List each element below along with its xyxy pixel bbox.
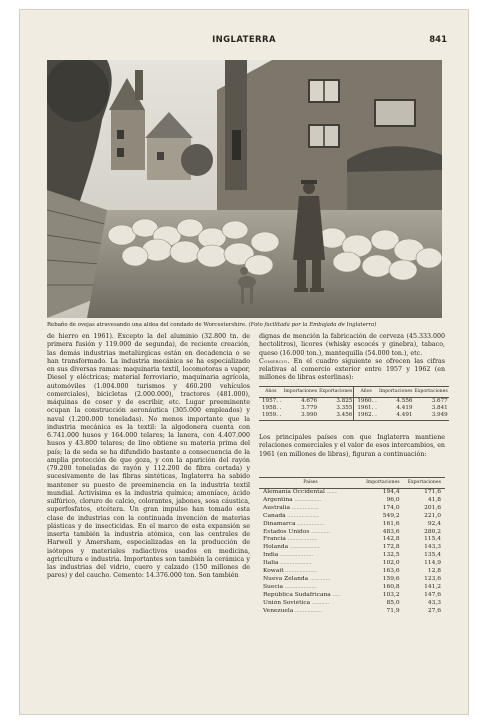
- trade-cell: 3.990: [283, 412, 319, 420]
- trade-cell: 4.419: [396, 404, 413, 411]
- trade-header-imports: Importaciones: [378, 387, 414, 398]
- imports-value: 85,0: [386, 599, 400, 606]
- trade-cell: 4.676: [301, 398, 318, 404]
- trade-cell: 1957. .: [262, 398, 282, 404]
- country-label: Dinamarca: [263, 520, 296, 527]
- country-name: [259, 592, 362, 600]
- country-label: India: [263, 552, 279, 559]
- trade-cell: 1961. .: [354, 405, 378, 412]
- exports-value: 27,6: [427, 607, 441, 614]
- trade-cell: 3.456: [318, 412, 354, 420]
- table-row: [259, 513, 445, 521]
- country-label: Kowait: [263, 568, 284, 575]
- dot-leader: .................: [295, 520, 324, 527]
- table-row: [259, 584, 445, 592]
- exports-value: 143,3: [424, 544, 441, 551]
- imports-value: 71,9: [386, 607, 400, 614]
- trade-header-exports: Exportaciones: [413, 387, 448, 398]
- trade-header-years: Años: [259, 387, 283, 398]
- country-name: [259, 560, 362, 568]
- trade-cell: 3.677: [431, 398, 448, 404]
- trade-cell: 3.949: [413, 412, 448, 420]
- imports-value: 163,6: [382, 568, 400, 575]
- trade-header-exports: Exportaciones: [318, 387, 354, 398]
- imports-value: 483,6: [382, 528, 400, 535]
- country-label: Estados Unidos: [263, 528, 310, 535]
- trade-cell: 1960. .: [354, 398, 378, 405]
- imports-value: 194,4: [382, 489, 400, 495]
- caption-credit: (Foto facilitada por la Embajada de Inglaterra): [248, 322, 377, 328]
- dot-leader: ...........: [310, 599, 330, 606]
- exports-value: 221,0: [424, 512, 441, 519]
- table-row: [259, 489, 445, 497]
- country-name: [259, 489, 362, 497]
- country-label: Alemania Occidental: [263, 489, 325, 495]
- imports-value: 102,0: [382, 560, 400, 567]
- exports-value: 135,4: [424, 552, 441, 559]
- dot-leader: ....................: [283, 568, 317, 575]
- trade-header-imports: Importaciones: [283, 387, 319, 398]
- commerce-paragraph: [259, 358, 445, 383]
- section-heading-commerce: Comercio.: [259, 357, 290, 365]
- trade-table: [259, 386, 449, 421]
- country-name: [259, 513, 362, 521]
- country-name: [259, 552, 362, 560]
- imports-value: 142,8: [382, 536, 400, 543]
- photo-caption: [47, 322, 445, 329]
- book-page: [19, 9, 469, 715]
- dot-leader: .................: [290, 504, 319, 511]
- imports-value: 103,2: [382, 591, 400, 598]
- countries-table: [259, 477, 445, 616]
- table-row: [259, 568, 445, 576]
- dot-leader: ....................: [283, 583, 317, 590]
- exports-value: 147,6: [424, 591, 441, 598]
- trade-cell: 3.841: [431, 404, 448, 411]
- table-row: [259, 398, 449, 405]
- exports-value: 41,8: [427, 496, 441, 503]
- countries-header-country: Países: [259, 478, 362, 489]
- exports-value: 115,4: [424, 536, 441, 543]
- right-column-intro: [259, 333, 445, 383]
- country-label: Holanda: [263, 544, 289, 551]
- country-name: [259, 576, 362, 584]
- body-paragraph: Los principales países con que Inglaterra mantiene relaciones comerciales y el valor de esos intercambios, en 1961 (en millones de libras), figuran a continuación:: [259, 434, 445, 458]
- table-row: [259, 560, 445, 568]
- exports-value: 12,8: [427, 568, 441, 575]
- imports-value: 549,2: [382, 512, 400, 519]
- table-row: [259, 544, 445, 552]
- trade-cell: 4.556: [396, 398, 413, 404]
- country-label: Australia: [263, 504, 291, 511]
- exports-value: 201,6: [424, 504, 441, 511]
- country-label: Nueva Zelanda: [263, 575, 309, 582]
- page-number: 841: [429, 35, 447, 45]
- country-name: [259, 521, 362, 529]
- sheep-flock-photo: [47, 60, 442, 318]
- trade-cell: 3.779: [301, 404, 318, 411]
- country-name: [259, 608, 362, 616]
- country-label: Venezuela: [263, 607, 294, 614]
- trade-cell: 3.355: [336, 404, 353, 411]
- country-label: República Sudafricana: [263, 591, 331, 598]
- table-row: [259, 405, 449, 412]
- table-row: [259, 536, 445, 544]
- imports-value: 161,6: [382, 520, 400, 527]
- country-label: Canadá: [263, 512, 286, 519]
- dot-leader: ....................: [278, 560, 312, 567]
- exports-value: 123,6: [424, 575, 441, 582]
- imports-value: 174,0: [382, 504, 400, 511]
- country-name: [259, 568, 362, 576]
- caption-text: Rebaño de ovejas atravesando una aldea del condado de Worcestershire.: [47, 322, 247, 328]
- dot-leader: .......: [324, 489, 338, 495]
- left-column-text: [47, 333, 250, 581]
- table-row: [259, 497, 445, 505]
- exports-value: 92,4: [427, 520, 441, 527]
- imports-value: 96,0: [386, 496, 400, 503]
- dot-leader: .................: [293, 607, 322, 614]
- country-label: Suecia: [263, 583, 284, 590]
- country-label: Argentina: [263, 496, 293, 503]
- countries-header-exports: Exportaciones: [404, 478, 445, 489]
- running-title: INGLATERRA: [212, 35, 276, 45]
- commerce-text: En el cuadro siguiente se ofrecen las cifras relativas al comercio exterior entre 1957 y 1962 (en millones de libras esterlinas):: [259, 357, 445, 382]
- country-name: [259, 536, 362, 544]
- dot-leader: ...................: [285, 536, 318, 543]
- country-name: [259, 600, 362, 608]
- exports-value: 280,2: [424, 528, 441, 535]
- country-name: [259, 497, 362, 505]
- trade-cell: 3.825: [336, 398, 353, 404]
- exports-value: 141,2: [424, 583, 441, 590]
- country-name: [259, 584, 362, 592]
- exports-value: 114,9: [424, 560, 441, 567]
- country-name: [259, 544, 362, 552]
- exports-value: 43,3: [427, 599, 441, 606]
- body-paragraph: dignas de mención la fabricación de cerveza (45.333.000 hectolitros), licores (whisky escocés y ginebra), tabaco, queso (16.000 ton.), mantequilla (54.000 ton.), etc.: [259, 333, 445, 357]
- table-row: [259, 592, 445, 600]
- country-name: [259, 529, 362, 537]
- table-row: [259, 529, 445, 537]
- imports-value: 132,5: [382, 552, 400, 559]
- trade-cell: 1958. .: [262, 404, 282, 411]
- country-label: Unión Soviética: [263, 599, 311, 606]
- countries-header-imports: Importaciones: [362, 478, 404, 489]
- countries-table-body: [259, 489, 445, 616]
- trade-cell: 1962. .: [354, 412, 378, 420]
- dot-leader: ...................: [288, 544, 320, 551]
- dot-leader: .............: [308, 575, 331, 582]
- trade-cell: 4.491: [378, 412, 414, 420]
- country-label: Francia: [263, 536, 286, 543]
- dot-leader: .................: [292, 496, 321, 503]
- dot-leader: .....................: [278, 552, 313, 559]
- country-label: Italia: [263, 560, 279, 567]
- table-row: [259, 412, 449, 420]
- photo-illustration: [47, 60, 442, 318]
- trade-cell: 1959. .: [259, 412, 283, 420]
- dot-leader: .....: [330, 591, 341, 598]
- table-row: [259, 608, 445, 616]
- table-row: [259, 576, 445, 584]
- imports-value: 159,6: [382, 575, 400, 582]
- imports-value: 172,8: [382, 544, 400, 551]
- exports-value: 171,6: [424, 489, 441, 495]
- trade-header-years: Años: [354, 387, 378, 398]
- table-row: [259, 521, 445, 529]
- dot-leader: ....................: [285, 512, 319, 519]
- table-row: [259, 600, 445, 608]
- imports-value: 160,8: [382, 583, 400, 590]
- country-name: [259, 505, 362, 513]
- body-paragraph: de hierro en 1961). Excepto la del aluminio (32.800 tn. de primera fusión y 119.000 de segunda), de reciente creación, las demás industrias metalúrgicas están en decadencia o se han transformado. La industria mecánica se ha especializado en sus diversas ramas: maquinaria textil, locomotoras a vapor, Diesel y eléctricas; material ferroviario, maquinaria agrícola, automóviles (1.004.000 turismos y 460.200 vehículos comerciales), bicicletas (2.000.000), tractores (481.000), máquinas de coser y de escribir, etc. Lugar preeminente ocupan la construcción aeronáutica (305.000 empleados) y naval (1.200.000 toneladas). No menos importante que la industria mecánica es la textil: la algodonera cuenta con 6.741.000 husos y 164.000 telares; la lanera, con 4.407.000 husos y 43.800 telares; de lino obtiene su materia prima del país; la de seda se ha difundido bastante a consecuencia de la amplia protección de que goza, y con la aparición del rayón (79.200 toneladas de rayón y 112.200 de fibra cortada) y sucesivamente de las fibras sintéticas, Inglaterra ha sabido mantener su puesto de preeminencia en la industria textil mundial. Activísima es la industria química; amoníaco, ácido sulfúrico, cloruro de calcio, colorantes, jabones, sosa cáustica, superfosfatos, etcétera. Un gran impulso han tomado esta clase de industrias con la continuada invención de materias plásticas y de insecticidas. En el marco de esta expansión se inserta también la industria atómica, con las centrales de Harwell y Amersham, especializadas en la producción de isótopos y materiales radiactivos usados en medicina, agricultura e industria. Importantes son también la cerámica y las industrias del vidrio, cuero y calzado (150 millones de pares) y del caucho. Cemento: 14.376.000 ton. Son también: [47, 333, 250, 580]
- table-row: [259, 552, 445, 560]
- dot-leader: ............: [309, 528, 330, 535]
- table-row: [259, 505, 445, 513]
